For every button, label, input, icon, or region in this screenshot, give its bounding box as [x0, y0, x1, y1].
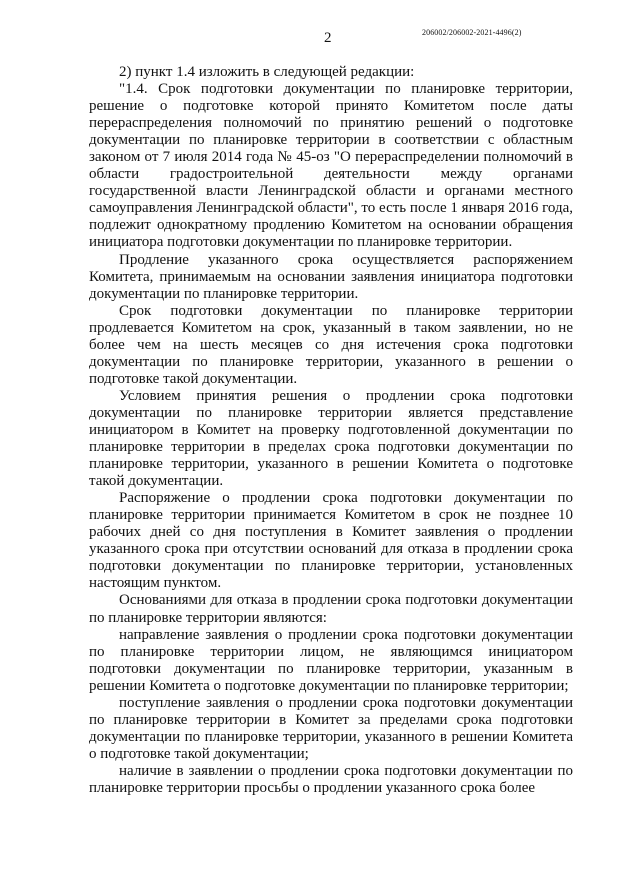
paragraph-refusal-ground-3: наличие в заявлении о продлении срока подготовки документации по планировке территории просьбы о продлении указанного срока более — [89, 762, 573, 796]
paragraph-extension-term: Срок подготовки документации по планировке территории продлевается Комитетом на срок, указанный в таком заявлении, но не более чем на шесть месяцев со дня истечения срока подготовки документации по планировке территории, указанного в решении о подготовке такой документации. — [89, 302, 573, 387]
paragraph-extension-order: Продление указанного срока осуществляется распоряжением Комитета, принимаемым на основании заявления инициатора подготовки документации по планировке территории. — [89, 251, 573, 302]
page-number: 2 — [324, 30, 332, 46]
paragraph-refusal-ground-2: поступление заявления о продлении срока подготовки документации по планировке территории в Комитет за пределами срока подготовки документации по планировке территории, указанного в решении Комитета о подготовке такой документации; — [89, 694, 573, 762]
paragraph-refusal-ground-1: направление заявления о продлении срока подготовки документации по планировке территории лицом, не являющимся инициатором подготовки документации по планировке территории, указанным в решении Комитета о подготовке документации по планировке территории; — [89, 626, 573, 694]
paragraph-refusal-grounds: Основаниями для отказа в продлении срока подготовки документации по планировке территории являются: — [89, 592, 573, 626]
document-code: 206002/206002-2021-4496(2) — [422, 28, 522, 37]
document-body — [89, 64, 573, 797]
paragraph-clause-1-4: "1.4. Срок подготовки документации по планировке территории, решение о подготовке которой принято Комитетом после даты перераспределения полномочий по принятию решений о подготовке документации по планировке территории в соответствии с областным законом от 7 июля 2014 года № 45-оз "О перераспределении полномочий в области градостроительной деятельности между органами государственной власти Ленинградской области и органами местного самоуправления Ленинградской области", то есть после 1 января 2016 года, подлежит однократному продлению Комитетом на основании обращения инициатора подготовки документации по планировке территории. — [89, 81, 573, 251]
paragraph-extension-deadline: Распоряжение о продлении срока подготовки документации по планировке территории принимается Комитетом в срок не позднее 10 рабочих дней со дня поступления в Комитет заявления о продлении указанного срока при отсутствии оснований для отказа в продлении срока подготовки документации по планировке территории, установленных настоящим пунктом. — [89, 490, 573, 592]
paragraph-extension-condition: Условием принятия решения о продлении срока подготовки документации по планировке территории является представление инициатором в Комитет на проверку подготовленной документации по планировке территории в пределах срока подготовки документации по планировке территории, указанного в решении Комитета о подготовке такой документации. — [89, 387, 573, 490]
paragraph-amendment-intro: 2) пункт 1.4 изложить в следующей редакции: — [119, 64, 415, 80]
